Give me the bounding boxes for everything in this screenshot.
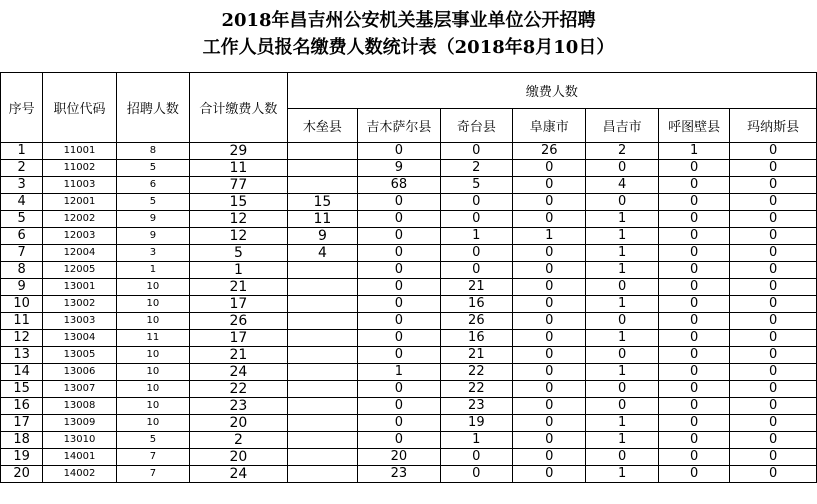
cell-recruit-count: 6 xyxy=(116,177,189,194)
table-row xyxy=(1,296,817,313)
cell-fukang: 0 xyxy=(513,262,586,279)
cell-changji: 0 xyxy=(586,381,658,398)
table-row xyxy=(1,245,817,262)
cell-fukang: 0 xyxy=(513,449,586,466)
cell-fukang: 0 xyxy=(513,177,586,194)
cell-total-paid: 77 xyxy=(190,177,288,194)
cell-hutubi: 0 xyxy=(658,177,729,194)
cell-jimusar: 0 xyxy=(358,245,440,262)
table-row xyxy=(1,279,817,296)
cell-hutubi: 0 xyxy=(658,466,729,483)
cell-jimusar: 20 xyxy=(358,449,440,466)
cell-recruit-count: 8 xyxy=(116,143,189,160)
cell-recruit-count: 11 xyxy=(116,330,189,347)
header-seq: 序号 xyxy=(1,73,43,143)
table-row xyxy=(1,177,817,194)
cell-changji: 1 xyxy=(586,415,658,432)
table-row xyxy=(1,262,817,279)
cell-changji: 1 xyxy=(586,211,658,228)
header-county: 木垒县 xyxy=(287,109,357,143)
cell-total-paid: 2 xyxy=(190,432,288,449)
cell-qitai: 0 xyxy=(440,262,512,279)
title-line-1: 2018年昌吉州公安机关基层事业单位公开招聘 xyxy=(221,10,596,31)
header-paid-group: 缴费人数 xyxy=(287,73,816,109)
cell-mulei xyxy=(287,296,357,313)
cell-jimusar: 0 xyxy=(358,143,440,160)
fee-statistics-table xyxy=(0,72,817,483)
cell-recruit-count: 10 xyxy=(116,364,189,381)
cell-jimusar: 68 xyxy=(358,177,440,194)
cell-position-code: 14001 xyxy=(43,449,116,466)
cell-seq: 3 xyxy=(1,177,43,194)
cell-qitai: 23 xyxy=(440,398,512,415)
cell-total-paid: 24 xyxy=(190,466,288,483)
cell-qitai: 0 xyxy=(440,211,512,228)
cell-recruit-count: 9 xyxy=(116,211,189,228)
cell-total-paid: 29 xyxy=(190,143,288,160)
cell-mulei xyxy=(287,279,357,296)
cell-position-code: 13001 xyxy=(43,279,116,296)
cell-recruit-count: 10 xyxy=(116,398,189,415)
cell-qitai: 0 xyxy=(440,449,512,466)
cell-total-paid: 11 xyxy=(190,160,288,177)
cell-qitai: 2 xyxy=(440,160,512,177)
cell-seq: 16 xyxy=(1,398,43,415)
cell-hutubi: 0 xyxy=(658,228,729,245)
cell-manas: 0 xyxy=(730,143,817,160)
cell-fukang: 26 xyxy=(513,143,586,160)
cell-qitai: 19 xyxy=(440,415,512,432)
table-row xyxy=(1,415,817,432)
header-county: 玛纳斯县 xyxy=(730,109,817,143)
cell-mulei xyxy=(287,347,357,364)
cell-jimusar: 0 xyxy=(358,279,440,296)
cell-position-code: 12001 xyxy=(43,194,116,211)
cell-seq: 14 xyxy=(1,364,43,381)
cell-seq: 19 xyxy=(1,449,43,466)
cell-manas: 0 xyxy=(730,296,817,313)
cell-fukang: 0 xyxy=(513,381,586,398)
cell-fukang: 0 xyxy=(513,160,586,177)
cell-hutubi: 0 xyxy=(658,160,729,177)
cell-qitai: 26 xyxy=(440,313,512,330)
cell-manas: 0 xyxy=(730,398,817,415)
header-total-paid: 合计缴费人数 xyxy=(190,73,288,143)
cell-manas: 0 xyxy=(730,228,817,245)
cell-jimusar: 0 xyxy=(358,415,440,432)
cell-hutubi: 0 xyxy=(658,415,729,432)
table-row xyxy=(1,466,817,483)
cell-total-paid: 24 xyxy=(190,364,288,381)
cell-recruit-count: 7 xyxy=(116,449,189,466)
cell-jimusar: 23 xyxy=(358,466,440,483)
cell-manas: 0 xyxy=(730,347,817,364)
cell-jimusar: 0 xyxy=(358,381,440,398)
cell-hutubi: 0 xyxy=(658,245,729,262)
cell-changji: 1 xyxy=(586,330,658,347)
cell-total-paid: 12 xyxy=(190,228,288,245)
cell-mulei: 11 xyxy=(287,211,357,228)
cell-jimusar: 0 xyxy=(358,398,440,415)
cell-seq: 6 xyxy=(1,228,43,245)
cell-qitai: 21 xyxy=(440,279,512,296)
cell-changji: 1 xyxy=(586,262,658,279)
cell-seq: 17 xyxy=(1,415,43,432)
cell-recruit-count: 7 xyxy=(116,466,189,483)
cell-qitai: 21 xyxy=(440,347,512,364)
cell-qitai: 22 xyxy=(440,364,512,381)
cell-mulei xyxy=(287,432,357,449)
cell-mulei xyxy=(287,398,357,415)
page-title xyxy=(0,0,817,72)
cell-total-paid: 21 xyxy=(190,279,288,296)
cell-mulei: 15 xyxy=(287,194,357,211)
cell-seq: 18 xyxy=(1,432,43,449)
cell-changji: 1 xyxy=(586,296,658,313)
cell-mulei: 4 xyxy=(287,245,357,262)
cell-qitai: 0 xyxy=(440,245,512,262)
cell-recruit-count: 5 xyxy=(116,432,189,449)
table-body xyxy=(1,143,817,483)
cell-jimusar: 9 xyxy=(358,160,440,177)
cell-seq: 20 xyxy=(1,466,43,483)
table-row xyxy=(1,228,817,245)
cell-hutubi: 0 xyxy=(658,347,729,364)
cell-position-code: 12003 xyxy=(43,228,116,245)
cell-recruit-count: 5 xyxy=(116,194,189,211)
cell-qitai: 5 xyxy=(440,177,512,194)
cell-seq: 10 xyxy=(1,296,43,313)
cell-mulei xyxy=(287,177,357,194)
cell-fukang: 0 xyxy=(513,415,586,432)
header-county: 阜康市 xyxy=(513,109,586,143)
cell-qitai: 1 xyxy=(440,228,512,245)
cell-seq: 1 xyxy=(1,143,43,160)
cell-position-code: 13010 xyxy=(43,432,116,449)
cell-manas: 0 xyxy=(730,330,817,347)
cell-jimusar: 0 xyxy=(358,313,440,330)
cell-position-code: 13003 xyxy=(43,313,116,330)
cell-recruit-count: 1 xyxy=(116,262,189,279)
cell-fukang: 0 xyxy=(513,313,586,330)
cell-changji: 1 xyxy=(586,466,658,483)
table-row xyxy=(1,347,817,364)
table-row xyxy=(1,313,817,330)
header-county: 昌吉市 xyxy=(586,109,658,143)
cell-total-paid: 12 xyxy=(190,211,288,228)
cell-position-code: 13008 xyxy=(43,398,116,415)
cell-seq: 11 xyxy=(1,313,43,330)
cell-total-paid: 20 xyxy=(190,449,288,466)
cell-mulei xyxy=(287,160,357,177)
cell-position-code: 13009 xyxy=(43,415,116,432)
cell-changji: 0 xyxy=(586,160,658,177)
cell-hutubi: 1 xyxy=(658,143,729,160)
cell-qitai: 0 xyxy=(440,143,512,160)
cell-recruit-count: 10 xyxy=(116,381,189,398)
cell-mulei xyxy=(287,415,357,432)
cell-manas: 0 xyxy=(730,415,817,432)
table-row xyxy=(1,449,817,466)
cell-changji: 0 xyxy=(586,313,658,330)
cell-manas: 0 xyxy=(730,449,817,466)
cell-jimusar: 0 xyxy=(358,194,440,211)
cell-manas: 0 xyxy=(730,262,817,279)
cell-jimusar: 0 xyxy=(358,211,440,228)
cell-manas: 0 xyxy=(730,466,817,483)
cell-qitai: 0 xyxy=(440,466,512,483)
cell-jimusar: 0 xyxy=(358,228,440,245)
cell-mulei xyxy=(287,364,357,381)
cell-position-code: 13007 xyxy=(43,381,116,398)
cell-changji: 1 xyxy=(586,432,658,449)
table-row xyxy=(1,194,817,211)
cell-hutubi: 0 xyxy=(658,194,729,211)
cell-manas: 0 xyxy=(730,194,817,211)
cell-jimusar: 0 xyxy=(358,347,440,364)
cell-recruit-count: 10 xyxy=(116,347,189,364)
cell-changji: 0 xyxy=(586,347,658,364)
cell-hutubi: 0 xyxy=(658,262,729,279)
cell-manas: 0 xyxy=(730,313,817,330)
cell-hutubi: 0 xyxy=(658,432,729,449)
cell-fukang: 0 xyxy=(513,398,586,415)
cell-fukang: 0 xyxy=(513,211,586,228)
cell-total-paid: 17 xyxy=(190,330,288,347)
cell-qitai: 16 xyxy=(440,330,512,347)
cell-seq: 9 xyxy=(1,279,43,296)
cell-qitai: 22 xyxy=(440,381,512,398)
cell-mulei xyxy=(287,262,357,279)
cell-recruit-count: 5 xyxy=(116,160,189,177)
cell-changji: 1 xyxy=(586,245,658,262)
cell-manas: 0 xyxy=(730,177,817,194)
cell-fukang: 0 xyxy=(513,194,586,211)
header-county: 吉木萨尔县 xyxy=(358,109,440,143)
cell-changji: 0 xyxy=(586,194,658,211)
cell-hutubi: 0 xyxy=(658,296,729,313)
header-recruit-count: 招聘人数 xyxy=(116,73,189,143)
cell-hutubi: 0 xyxy=(658,211,729,228)
cell-position-code: 14002 xyxy=(43,466,116,483)
cell-changji: 1 xyxy=(586,364,658,381)
cell-fukang: 0 xyxy=(513,347,586,364)
cell-fukang: 0 xyxy=(513,296,586,313)
cell-total-paid: 23 xyxy=(190,398,288,415)
cell-jimusar: 1 xyxy=(358,364,440,381)
cell-seq: 5 xyxy=(1,211,43,228)
cell-total-paid: 26 xyxy=(190,313,288,330)
cell-qitai: 16 xyxy=(440,296,512,313)
cell-mulei xyxy=(287,449,357,466)
cell-manas: 0 xyxy=(730,160,817,177)
cell-position-code: 12005 xyxy=(43,262,116,279)
cell-mulei xyxy=(287,466,357,483)
table-row xyxy=(1,398,817,415)
header-county: 奇台县 xyxy=(440,109,512,143)
cell-fukang: 1 xyxy=(513,228,586,245)
cell-total-paid: 20 xyxy=(190,415,288,432)
cell-qitai: 1 xyxy=(440,432,512,449)
cell-total-paid: 5 xyxy=(190,245,288,262)
cell-hutubi: 0 xyxy=(658,449,729,466)
cell-fukang: 0 xyxy=(513,245,586,262)
cell-hutubi: 0 xyxy=(658,381,729,398)
cell-changji: 2 xyxy=(586,143,658,160)
cell-changji: 0 xyxy=(586,449,658,466)
cell-seq: 15 xyxy=(1,381,43,398)
cell-position-code: 13006 xyxy=(43,364,116,381)
cell-recruit-count: 10 xyxy=(116,415,189,432)
cell-jimusar: 0 xyxy=(358,262,440,279)
header-position-code: 职位代码 xyxy=(43,73,116,143)
cell-seq: 8 xyxy=(1,262,43,279)
cell-manas: 0 xyxy=(730,364,817,381)
cell-position-code: 11002 xyxy=(43,160,116,177)
cell-manas: 0 xyxy=(730,279,817,296)
cell-manas: 0 xyxy=(730,432,817,449)
table-row xyxy=(1,364,817,381)
header-county: 呼图壁县 xyxy=(658,109,729,143)
cell-hutubi: 0 xyxy=(658,279,729,296)
cell-mulei xyxy=(287,313,357,330)
cell-fukang: 0 xyxy=(513,466,586,483)
cell-position-code: 12002 xyxy=(43,211,116,228)
title-line-2: 工作人员报名缴费人数统计表（2018年8月10日） xyxy=(202,37,615,58)
cell-fukang: 0 xyxy=(513,330,586,347)
cell-recruit-count: 10 xyxy=(116,313,189,330)
cell-jimusar: 0 xyxy=(358,330,440,347)
cell-position-code: 13005 xyxy=(43,347,116,364)
table-row xyxy=(1,432,817,449)
cell-changji: 0 xyxy=(586,398,658,415)
cell-fukang: 0 xyxy=(513,364,586,381)
cell-jimusar: 0 xyxy=(358,296,440,313)
table-row xyxy=(1,143,817,160)
cell-recruit-count: 10 xyxy=(116,279,189,296)
table-row xyxy=(1,160,817,177)
cell-position-code: 11001 xyxy=(43,143,116,160)
cell-manas: 0 xyxy=(730,381,817,398)
cell-hutubi: 0 xyxy=(658,364,729,381)
cell-hutubi: 0 xyxy=(658,330,729,347)
cell-total-paid: 17 xyxy=(190,296,288,313)
cell-total-paid: 1 xyxy=(190,262,288,279)
cell-recruit-count: 9 xyxy=(116,228,189,245)
cell-recruit-count: 10 xyxy=(116,296,189,313)
cell-manas: 0 xyxy=(730,211,817,228)
cell-mulei xyxy=(287,381,357,398)
cell-seq: 13 xyxy=(1,347,43,364)
cell-mulei xyxy=(287,330,357,347)
cell-fukang: 0 xyxy=(513,279,586,296)
cell-changji: 1 xyxy=(586,228,658,245)
table-row xyxy=(1,330,817,347)
cell-qitai: 0 xyxy=(440,194,512,211)
cell-seq: 4 xyxy=(1,194,43,211)
table-row xyxy=(1,211,817,228)
cell-total-paid: 15 xyxy=(190,194,288,211)
table-row xyxy=(1,381,817,398)
cell-jimusar: 0 xyxy=(358,432,440,449)
cell-hutubi: 0 xyxy=(658,313,729,330)
cell-mulei: 9 xyxy=(287,228,357,245)
cell-position-code: 12004 xyxy=(43,245,116,262)
cell-fukang: 0 xyxy=(513,432,586,449)
cell-position-code: 11003 xyxy=(43,177,116,194)
cell-seq: 12 xyxy=(1,330,43,347)
cell-position-code: 13004 xyxy=(43,330,116,347)
cell-recruit-count: 3 xyxy=(116,245,189,262)
cell-total-paid: 22 xyxy=(190,381,288,398)
cell-hutubi: 0 xyxy=(658,398,729,415)
cell-mulei xyxy=(287,143,357,160)
cell-seq: 7 xyxy=(1,245,43,262)
cell-changji: 4 xyxy=(586,177,658,194)
cell-position-code: 13002 xyxy=(43,296,116,313)
cell-manas: 0 xyxy=(730,245,817,262)
cell-total-paid: 21 xyxy=(190,347,288,364)
cell-changji: 0 xyxy=(586,279,658,296)
cell-seq: 2 xyxy=(1,160,43,177)
